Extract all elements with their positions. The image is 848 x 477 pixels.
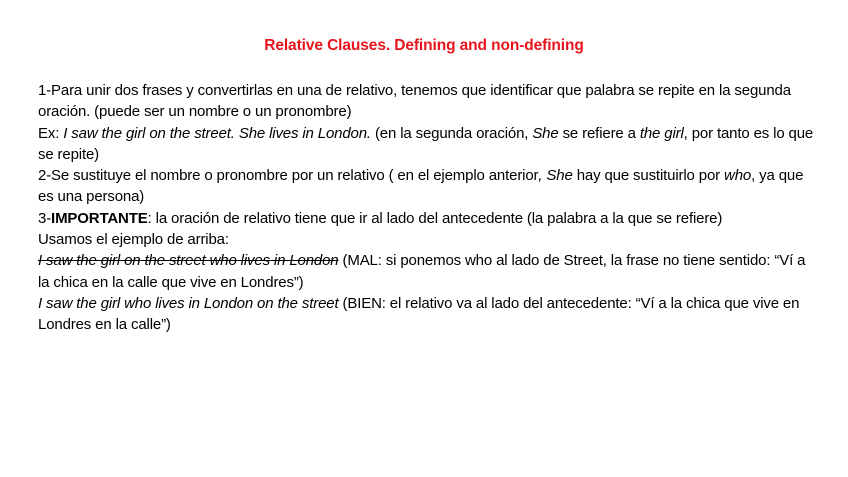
step-3-prefix: 3- bbox=[38, 209, 52, 227]
step-3-text: : la oración de relativo tiene que ir al lado del antecedente (la palabra a la que se refiere) bbox=[147, 209, 723, 227]
slide-title: Relative Clauses. Defining and non-defining bbox=[264, 37, 584, 54]
example-note-1: (en la segunda oración, bbox=[370, 124, 533, 142]
example-note-2: se refiere a bbox=[558, 124, 640, 142]
step-2-who: who bbox=[724, 167, 752, 185]
step-3-important: IMPORTANTE bbox=[51, 209, 148, 227]
paragraph-step-1 bbox=[38, 80, 818, 123]
step-2-text-1: 2-Se sustituye el nombre o pronombre por un relativo ( en el ejemplo anterior bbox=[38, 167, 539, 185]
example-prefix: Ex: bbox=[38, 124, 64, 142]
usage-text: Usamos el ejemplo de arriba: bbox=[38, 231, 229, 249]
paragraph-wrong-example bbox=[38, 250, 818, 293]
slide-body bbox=[38, 80, 818, 336]
step-2-text-3: , ya que es una persona) bbox=[38, 167, 804, 206]
right-comment: (BIEN: el relativo va al lado del antecedente: “Ví a la chica que vive en Londres en la calle”) bbox=[38, 294, 800, 334]
right-sentence: I saw the girl who lives in London on the street bbox=[38, 294, 339, 312]
example-note-3: , por tanto es lo que se repite) bbox=[38, 124, 814, 163]
example-the-girl: the girl bbox=[639, 124, 684, 142]
wrong-comment: (MAL: si ponemos who al lado de Street, la frase no tiene sentido: “Ví a la chica en la calle que vive en Londres”) bbox=[38, 252, 806, 291]
paragraph-example bbox=[38, 123, 818, 166]
paragraph-step-3 bbox=[38, 208, 818, 229]
wrong-sentence: I saw the girl on the street who lives in London bbox=[38, 252, 339, 270]
example-sentence: I saw the girl on the street. She lives in London. bbox=[63, 124, 371, 142]
paragraph-step-2 bbox=[38, 165, 818, 208]
step-2-text-2: hay que sustituirlo por bbox=[572, 167, 725, 185]
paragraph-right-example bbox=[38, 293, 818, 336]
step-2-she: , She bbox=[538, 167, 573, 185]
paragraph-usage bbox=[38, 229, 818, 250]
example-she: She bbox=[532, 124, 559, 142]
step-1-text: 1-Para unir dos frases y convertirlas en una de relativo, tenemos que identificar que palabra se repite en la segunda oración. (puede ser un nombre o un pronombre) bbox=[38, 82, 791, 121]
